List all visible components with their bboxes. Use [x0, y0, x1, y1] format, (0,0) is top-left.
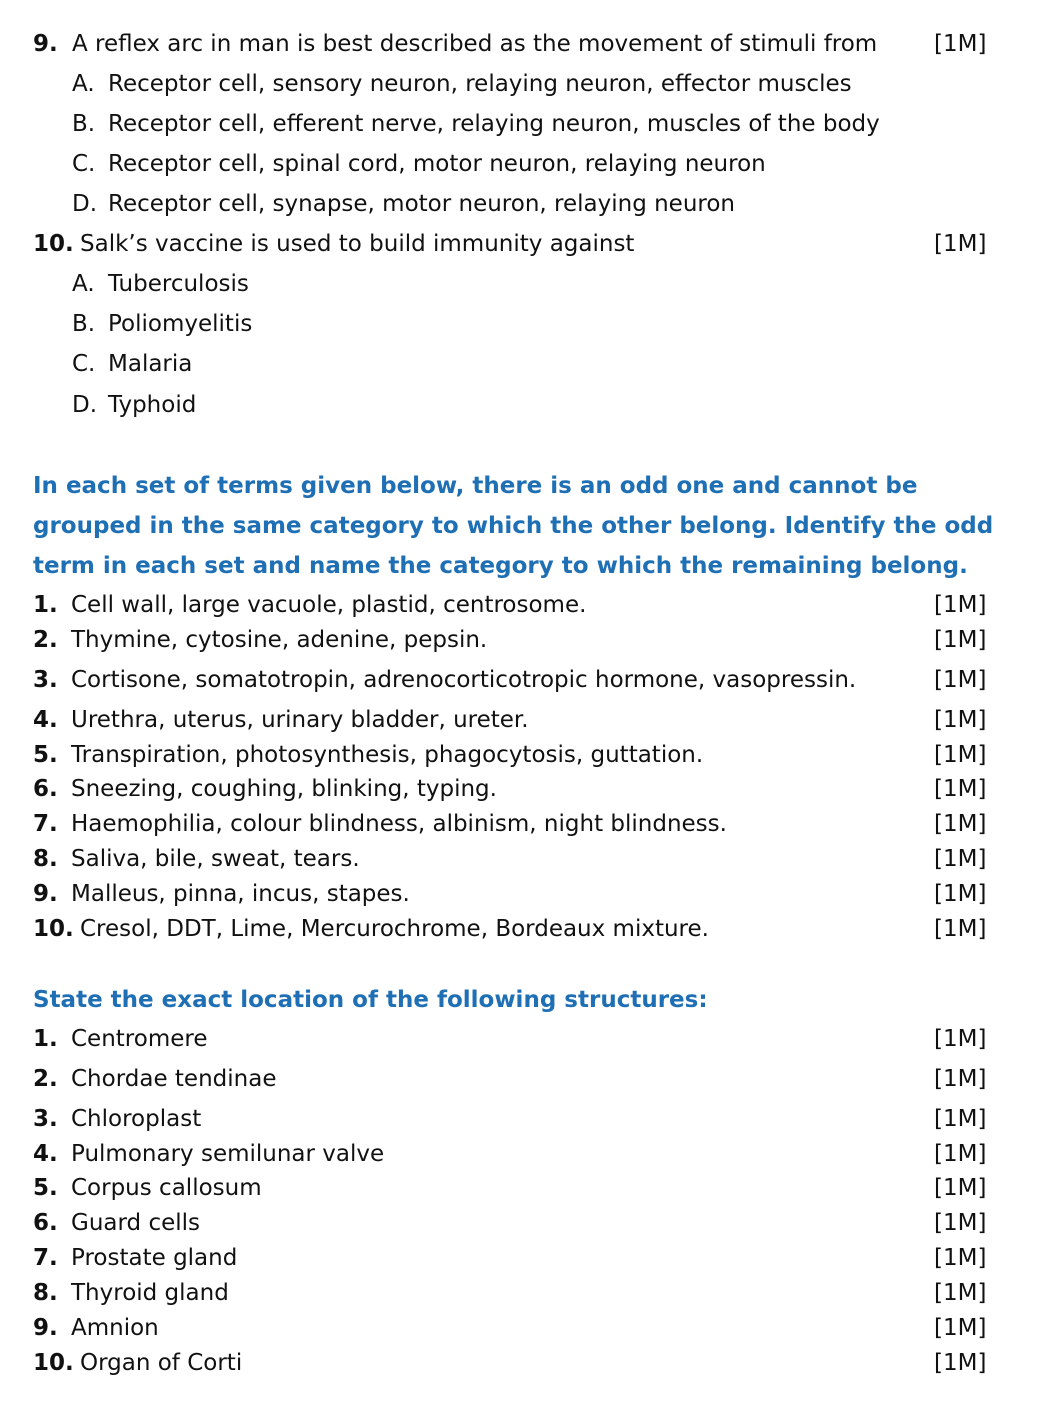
location-item-row	[0, 1021, 1041, 1057]
marks-label: [1M]	[934, 627, 987, 653]
item-text: Chordae tendinae	[71, 1066, 277, 1092]
marks-label: [1M]	[934, 1280, 987, 1306]
option-text: Typhoid	[108, 392, 197, 418]
mcq-option-row	[0, 306, 1041, 342]
marks-label: [1M]	[934, 846, 987, 872]
option-text: Tuberculosis	[108, 271, 249, 297]
item-text: Malleus, pinna, incus, stapes.	[71, 881, 410, 907]
odd-item-row	[0, 662, 1041, 698]
item-text: Organ of Corti	[80, 1350, 243, 1376]
question-text: A reflex arc in man is best described as the movement of stimuli from	[72, 31, 878, 57]
odd-item-row	[0, 911, 1041, 947]
odd-item-row	[0, 841, 1041, 877]
item-text: Sneezing, coughing, blinking, typing.	[71, 776, 497, 802]
item-text: Guard cells	[71, 1210, 201, 1236]
marks-label: [1M]	[934, 881, 987, 907]
location-item-row	[0, 1205, 1041, 1241]
option-text: Malaria	[108, 351, 193, 377]
marks-label: [1M]	[934, 811, 987, 837]
location-item-row	[0, 1101, 1041, 1137]
location-item-row	[0, 1061, 1041, 1097]
item-number: 7.	[33, 1245, 58, 1271]
mcq-option-row	[0, 346, 1041, 382]
item-number: 5.	[33, 742, 58, 768]
question-text: Salk’s vaccine is used to build immunity against	[80, 231, 635, 257]
item-text: Amnion	[71, 1315, 159, 1341]
marks-label: [1M]	[934, 1026, 987, 1052]
item-number: 9.	[33, 1315, 58, 1341]
option-letter: A.	[72, 71, 95, 97]
location-item-row	[0, 1345, 1041, 1381]
item-number: 1.	[33, 592, 58, 618]
location-item-row	[0, 1275, 1041, 1311]
mcq-option-row	[0, 387, 1041, 423]
item-number: 6.	[33, 1210, 58, 1236]
item-number: 10.	[33, 916, 74, 942]
item-number: 9.	[33, 881, 58, 907]
item-number: 3.	[33, 667, 58, 693]
odd-one-out-heading: In each set of terms given below, there is an odd one and cannot be grouped in the same category to which the other belong. Identify the odd term in each set and name the category to which the remaining belong.	[33, 473, 994, 579]
option-text: Poliomyelitis	[108, 311, 253, 337]
mcq-option-row	[0, 66, 1041, 102]
option-letter: C.	[72, 151, 96, 177]
option-letter: A.	[72, 271, 95, 297]
option-letter: D.	[72, 392, 98, 418]
option-letter: B.	[72, 111, 96, 137]
odd-item-row	[0, 806, 1041, 842]
item-text: Centromere	[71, 1026, 208, 1052]
item-number: 1.	[33, 1026, 58, 1052]
mcq-option-row	[0, 106, 1041, 142]
mcq-question-row	[0, 26, 1041, 62]
item-text: Cresol, DDT, Lime, Mercurochrome, Bordeaux mixture.	[80, 916, 709, 942]
marks-label: [1M]	[934, 742, 987, 768]
marks-label: [1M]	[934, 1315, 987, 1341]
option-text: Receptor cell, sensory neuron, relaying neuron, effector muscles	[108, 71, 852, 97]
marks-label: [1M]	[934, 776, 987, 802]
item-text: Pulmonary semilunar valve	[71, 1141, 385, 1167]
mcq-option-row	[0, 146, 1041, 182]
mcq-option-row	[0, 266, 1041, 302]
item-number: 3.	[33, 1106, 58, 1132]
odd-item-row	[0, 771, 1041, 807]
option-text: Receptor cell, synapse, motor neuron, relaying neuron	[108, 191, 736, 217]
item-number: 8.	[33, 846, 58, 872]
odd-item-row	[0, 702, 1041, 738]
option-letter: D.	[72, 191, 98, 217]
odd-item-row	[0, 587, 1041, 623]
marks-label: [1M]	[934, 667, 987, 693]
item-text: Corpus callosum	[71, 1175, 262, 1201]
location-item-row	[0, 1310, 1041, 1346]
location-item-row	[0, 1170, 1041, 1206]
item-number: 10.	[33, 1350, 74, 1376]
option-text: Receptor cell, efferent nerve, relaying neuron, muscles of the body	[108, 111, 880, 137]
marks-label: [1M]	[934, 231, 987, 257]
item-number: 8.	[33, 1280, 58, 1306]
item-text: Transpiration, photosynthesis, phagocytosis, guttation.	[71, 742, 704, 768]
item-number: 6.	[33, 776, 58, 802]
item-text: Cell wall, large vacuole, plastid, centrosome.	[71, 592, 587, 618]
question-number: 9.	[33, 31, 58, 57]
option-letter: B.	[72, 311, 96, 337]
item-text: Chloroplast	[71, 1106, 202, 1132]
odd-item-row	[0, 876, 1041, 912]
item-text: Urethra, uterus, urinary bladder, ureter.	[71, 707, 529, 733]
odd-item-row	[0, 737, 1041, 773]
item-text: Saliva, bile, sweat, tears.	[71, 846, 360, 872]
item-number: 4.	[33, 707, 58, 733]
option-text: Receptor cell, spinal cord, motor neuron, relaying neuron	[108, 151, 766, 177]
question-number: 10.	[33, 231, 74, 257]
marks-label: [1M]	[934, 592, 987, 618]
marks-label: [1M]	[934, 916, 987, 942]
item-number: 2.	[33, 627, 58, 653]
item-text: Thymine, cytosine, adenine, pepsin.	[71, 627, 488, 653]
mcq-option-row	[0, 186, 1041, 222]
marks-label: [1M]	[934, 1210, 987, 1236]
item-text: Cortisone, somatotropin, adrenocorticotropic hormone, vasopressin.	[71, 667, 857, 693]
odd-item-row	[0, 622, 1041, 658]
marks-label: [1M]	[934, 31, 987, 57]
option-letter: C.	[72, 351, 96, 377]
item-number: 4.	[33, 1141, 58, 1167]
item-number: 5.	[33, 1175, 58, 1201]
item-text: Prostate gland	[71, 1245, 238, 1271]
item-text: Haemophilia, colour blindness, albinism, night blindness.	[71, 811, 727, 837]
item-number: 7.	[33, 811, 58, 837]
marks-label: [1M]	[934, 1350, 987, 1376]
marks-label: [1M]	[934, 1066, 987, 1092]
location-heading: State the exact location of the following structures:	[33, 987, 708, 1013]
mcq-question-row	[0, 226, 1041, 262]
marks-label: [1M]	[934, 1106, 987, 1132]
marks-label: [1M]	[934, 1141, 987, 1167]
item-text: Thyroid gland	[71, 1280, 229, 1306]
marks-label: [1M]	[934, 707, 987, 733]
location-item-row	[0, 1240, 1041, 1276]
item-number: 2.	[33, 1066, 58, 1092]
marks-label: [1M]	[934, 1175, 987, 1201]
location-item-row	[0, 1136, 1041, 1172]
marks-label: [1M]	[934, 1245, 987, 1271]
